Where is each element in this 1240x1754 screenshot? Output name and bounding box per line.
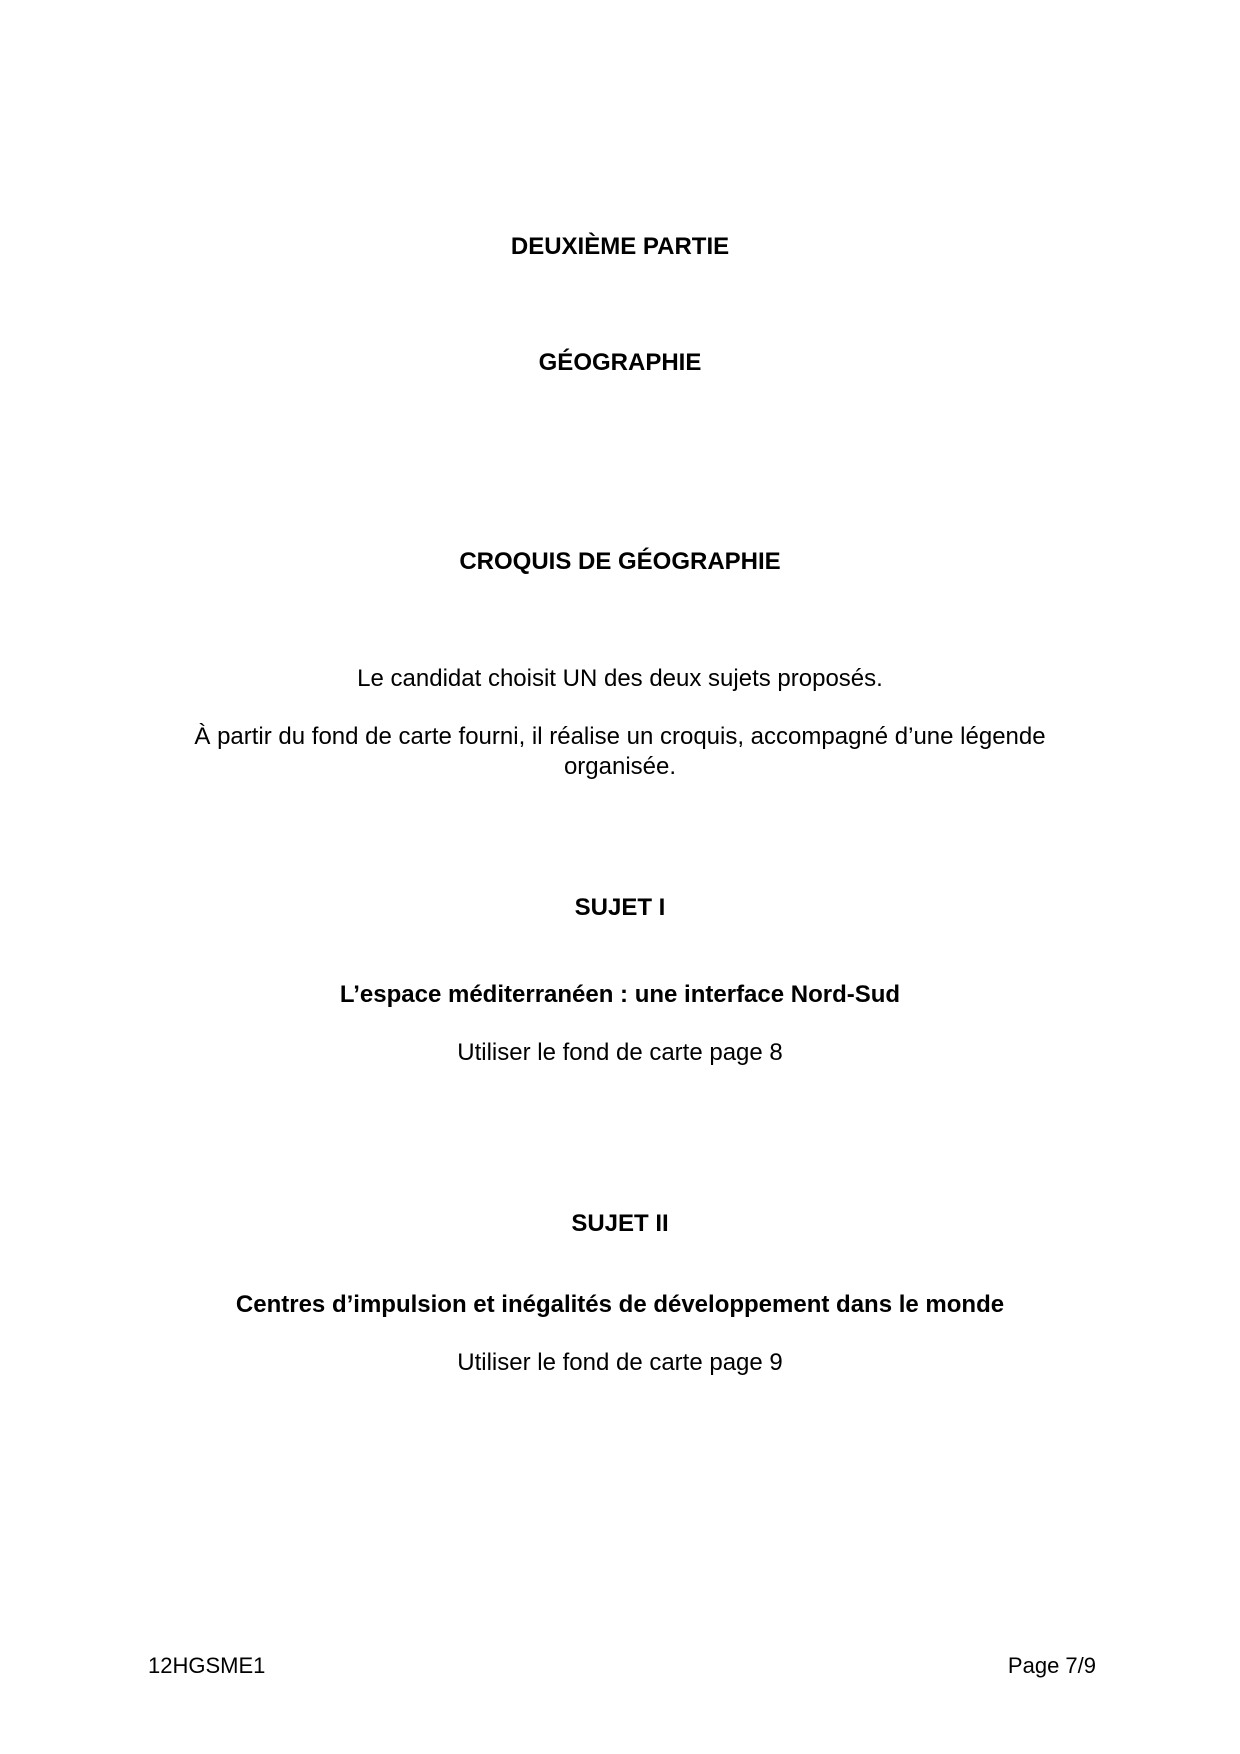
instructions-line-1: Le candidat choisit UN des deux sujets proposés.	[357, 665, 883, 692]
instructions-line-2: À partir du fond de carte fourni, il réalise un croquis, accompagné d’une légende organisée.	[194, 723, 1046, 780]
exercise-title: CROQUIS DE GÉOGRAPHIE	[459, 548, 781, 575]
document-code: 12HGSME1	[148, 1653, 266, 1678]
part-title: DEUXIÈME PARTIE	[510, 233, 730, 260]
subject-2-note: Utiliser le fond de carte page 9	[457, 1349, 783, 1376]
subject-1-label: SUJET I	[574, 894, 666, 921]
subject-title: GÉOGRAPHIE	[538, 349, 702, 376]
subject-2-title: Centres d’impulsion et inégalités de développement dans le monde	[235, 1291, 1005, 1318]
subject-2-label: SUJET II	[571, 1210, 669, 1237]
subject-1-note: Utiliser le fond de carte page 8	[457, 1039, 783, 1066]
subject-1-title: L’espace méditerranéen : une interface Nord-Sud	[339, 981, 901, 1008]
page-number: Page 7/9	[1007, 1653, 1096, 1678]
